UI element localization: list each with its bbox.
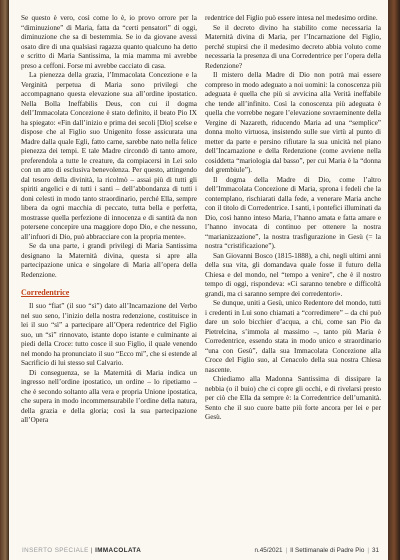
- background-painting-right: [388, 0, 400, 560]
- paragraph: Il mistero della Madre di Dio non potrà mai essere compreso in modo adeguato a noi uomini: la conoscenza più adeguata è quella che più si avvicina alla Verità ineffabile che tende all’infinito. Così la conoscenza più adeguata è quella che vorrebbe negare l’elevazione sovraeminente della Vergine di Nazareth, riducendo Maria ad una “semplice” donna molto virtuosa, insistendo sulle sue virtù al punto di metter da parte e persino rifiutare la sua unicità nel piano dell’Incarnazione e della Redenzione (come avviene nella cosiddetta “mariologia dal basso”, per cui Maria è la “donna del grembiule”).: [205, 71, 381, 174]
- page-number: 31: [371, 547, 379, 554]
- magazine-page: [9, 0, 388, 560]
- paragraph: San Giovanni Bosco (1815-1888), a chi, negli ultimi anni della sua vita, gli domandava quale fosse il futuro della Chiesa e del mondo, nel “tempo a venire”, che è il nostro tempo di oggi, rispondeva: «Ci saranno tenebre e difficoltà grandi, ma ci saranno sempre dei corredentori».: [205, 251, 381, 298]
- footer-divider: |: [90, 547, 93, 554]
- issue-number: n.45/2021: [254, 547, 283, 554]
- section-name: INSERTO SPECIALE: [22, 547, 89, 554]
- paragraph: Se questo è vero, così come lo è, io provo orrore per la “diminuzione” di Maria, fatta da “certi pensatori” di oggi, diminuzione che sa di bestemmia. Se io da giovane avessi osato dire di una qualsiasi ragazza quanto qualcuno ha detto e scritto di Maria Santissima, la mia mamma mi avrebbe preso a ceffoni. Forse mi avrebbe cacciato di casa.: [21, 14, 197, 70]
- footer-section-label: [22, 547, 141, 554]
- paragraph: Se il decreto divino ha stabilito come necessaria la Maternità divina di Maria, per l’Incarnazione del Figlio, perché stupirsi che il medesimo decreto abbia voluto come necessaria la presenza di una Corredentrice per l’opera della Redenzione?: [205, 23, 381, 70]
- background-painting-left: [0, 0, 9, 560]
- footer-issue-info: [254, 547, 379, 554]
- paragraph: Se dunque, uniti a Gesù, unico Redentore del mondo, tutti i credenti in Lui sono chiamati a “corredimere” – da chi può dare un solo bicchier d’acqua, a chi, come san Pio da Pietrelcina, s’immola al massimo –, tanto più Maria è Corredentrice, essendo stata in modo unico e straordinario “una con Gesù”, dalla sua Immacolata Concezione alla Croce del Figlio suo, al Cenacolo della sua nostra Chiesa nascente.: [205, 299, 381, 374]
- footer-divider: |: [285, 547, 288, 554]
- text-column-left: [21, 14, 197, 426]
- text-column-right: [205, 14, 381, 423]
- footer-divider: |: [367, 547, 369, 554]
- paragraph: Il dogma della Madre di Dio, come l’altro dell’Immacolata Concezione di Maria, sprona i fedeli che la contemplano, rischiarati dalla fede, a venerare Maria anche con il titolo di Corredentrice. I santi, i pontefici illuminati da Dio, così hanno inteso Maria, l’hanno amata e fatta amare e l’hanno invocata di continuo per ottenere la nostra “marianizzazione”, la nostra trasfigurazione in Gesù (= la nostra “cristificazione”).: [205, 175, 381, 250]
- paragraph: Se da una parte, i grandi privilegi di Maria Santissima designano la Maternità divina, questa si apre alla partecipazione unica e singolare di Maria all’opera della Redenzione.: [21, 242, 197, 279]
- paragraph: Il suo “fiat” (il suo “sì”) dato all’Incarnazione del Verbo nel suo seno, l’inizio della nostra redenzione, costituisce in lei il suo “sì” a partecipare all’Opera redentrice del Figlio suo, un “sì” rinnovato, istante dopo istante e culminante ai piedi della Croce: tutto cosce il suo Figlio, il quale venendo nel mondo ha pronunciato il suo “Ecco mi”, che si estende al Sacrificio di lui stesso sul Calvario.: [21, 302, 197, 367]
- magazine-name: IMMACOLATA: [95, 547, 142, 554]
- page-footer: [9, 544, 388, 558]
- section-subheading: Corredentrice: [21, 288, 70, 297]
- paragraph: Chiediamo alla Madonna Santissima di dissipare la nebbia (o il buio) che ci copre gli occhi, e di rivelarsi presto per ciò che Ella da sempre è: la Corredentrice dell’umanità. Sento che il suo cuore batte più forte ancora per lei e per Gesù.: [205, 375, 381, 421]
- paragraph: redentrice del Figlio può essere intesa nel medesimo ordine.: [205, 14, 378, 22]
- paragraph: La pienezza della grazia, l’Immacolata Concezione e la Verginità perpetua di Maria sono privilegi che accompagnano questa elevazione sua all’ordine ipostatico. Nella Bolla Ineffabilis Deus, con cui il dogma dell’Immacolata Concezione è stato definito, il beato Pio IX ha spiegato: «Fin dall’inizio e prima dei secoli [Dio] scelse e dispose che al Figlio suo Unigenito fosse assicurata una Madre dalla quale Egli, fatto carne, sarebbe nato nella felice pienezza dei tempi. E tale Madre circondò di tanto amore, preferendola a tutte le creature, da compiacersi in Lei solo con un atto di esclusiva benevolenza. Per questo, attingendo dal tesoro della divinità, la ricolmò – assai più di tutti gli spiriti angelici e di tutti i santi – dell’abbondanza di tutti i doni celesti in modo tanto straordinario, perché Ella, sempre libera da ogni macchia di peccato, tutta bella e perfetta, mostrasse quella perfezione di innocenza e di santità da non potersene concepire una maggiore dopo Dio, e che nessuno, all’infuori di Dio, può abbracciare con la propria mente».: [21, 71, 197, 241]
- paragraph: Di conseguenza, se la Maternità di Maria indica un ingresso nell’ordine ipostatico, un ordine – lo ripetiamo – che è secondo soltanto alla vera e propria Unione ipostatica, che supera in modo incommensurabile l’ordine della natura, della grazia e della gloria; così la sua partecipazione all’Opera: [21, 368, 197, 424]
- publication-name: Il Settimanale di Padre Pio: [290, 547, 365, 554]
